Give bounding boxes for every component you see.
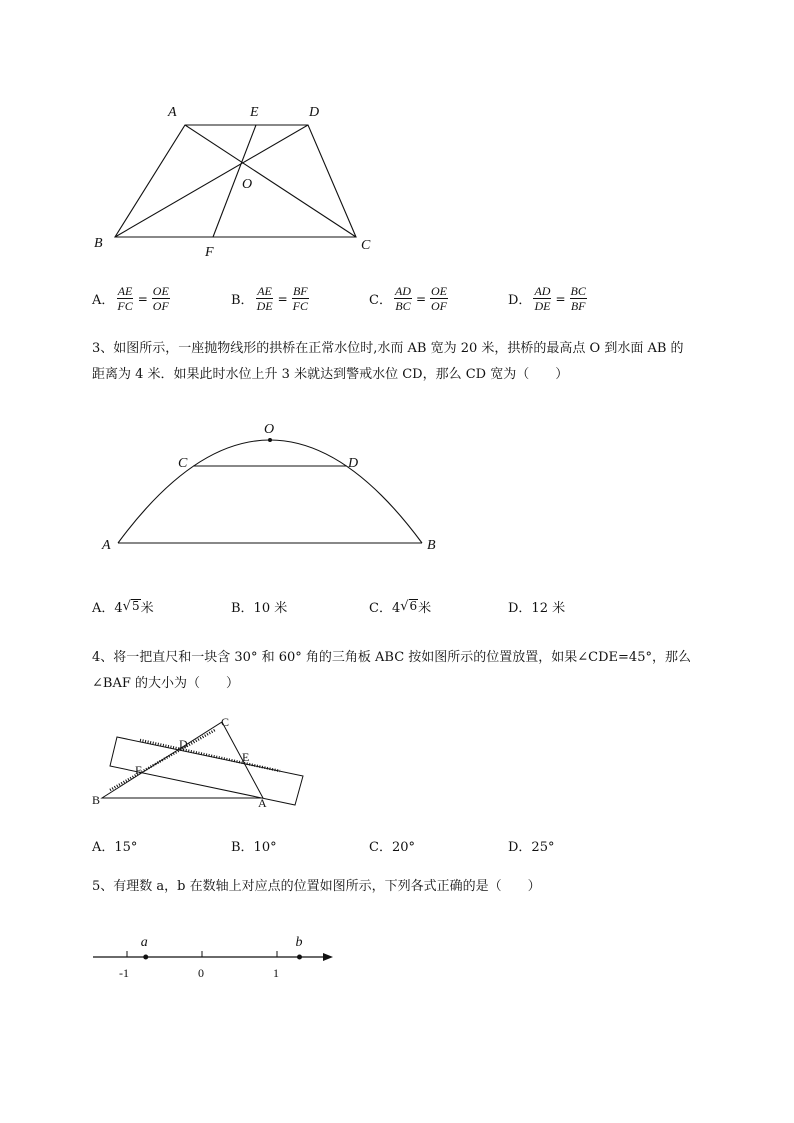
q2-option-a[interactable] — [92, 284, 172, 313]
arch-figure — [0, 410, 794, 560]
label-C: C — [221, 715, 230, 729]
label-A: A — [102, 538, 111, 553]
label-E: E — [250, 105, 259, 120]
q3-question-line2: 距离为 4 米．如果此时水位上升 3 米就达到警戒水位 CD，那么 CD 宽为（ ） — [92, 367, 569, 382]
arch-parabola — [118, 440, 422, 543]
label-F: F — [205, 245, 214, 260]
fraction: $\frac{AD}{DE}$ — [534, 284, 551, 313]
option-unit: 米 — [418, 601, 432, 616]
point-label-a: a — [140, 935, 148, 950]
q3-option-a[interactable] — [92, 597, 154, 616]
option-prefix: C．4 — [369, 601, 401, 616]
q4-question-line2: ∠BAF 的大小为（ ） — [92, 676, 239, 691]
q3-question-line1: 3、如图所示，一座抛物线形的拱桥在正常水位时,水而 AB 宽为 20 米，拱桥的最高点 O 到水面 AB 的 — [92, 341, 684, 356]
fraction: $\frac{BF}{FC}$ — [292, 284, 308, 313]
point-label-b: b — [295, 935, 303, 950]
label-E: E — [242, 750, 250, 764]
fraction: $\frac{AE}{DE}$ — [256, 284, 273, 313]
point-b — [297, 955, 302, 960]
q4-option-a[interactable]: A．15° — [92, 840, 138, 855]
label-B: B — [94, 236, 103, 251]
q4-option-b[interactable]: B．10° — [231, 840, 277, 855]
triangle-abc — [102, 722, 263, 798]
label-C: C — [361, 238, 371, 253]
q3-option-b[interactable]: B．10 米 — [231, 601, 288, 616]
q3-option-d[interactable]: D．12 米 — [508, 601, 566, 616]
fraction: $\frac{BC}{BF}$ — [570, 284, 586, 313]
tick-label-0: 0 — [198, 966, 204, 980]
label-D: D — [348, 456, 359, 471]
label-A: A — [168, 105, 177, 120]
label-C: C — [178, 456, 188, 471]
label-O: O — [264, 422, 275, 437]
q3-option-c[interactable] — [369, 597, 431, 616]
ruler-triangle-figure — [0, 710, 794, 820]
label-A: A — [258, 796, 267, 810]
label-B: B — [92, 793, 101, 807]
option-prefix: C． — [369, 293, 392, 308]
q4-option-c[interactable]: C．20° — [369, 840, 415, 855]
fraction: $\frac{AE}{FC}$ — [117, 284, 133, 313]
q2-option-d[interactable] — [508, 284, 589, 313]
equals-sign: = — [277, 291, 288, 306]
label-B: B — [427, 538, 436, 553]
trapezoid-figure — [0, 0, 794, 270]
option-unit: 米 — [140, 601, 154, 616]
q4-question-line1: 4、将一把直尺和一块含 30° 和 60° 角的三角板 ABC 按如图所示的位置放置，如果∠CDE=45°，那么 — [92, 650, 691, 665]
q2-option-c[interactable] — [369, 284, 450, 313]
trapezoid-outline — [115, 125, 356, 237]
fraction: $\frac{OE}{OF}$ — [431, 284, 448, 313]
sqrt-expression: √ 5 — [122, 599, 140, 614]
label-D: D — [309, 105, 320, 120]
tick-label-1: 1 — [273, 966, 279, 980]
option-prefix: B． — [231, 293, 254, 308]
vertex-point-o — [268, 438, 272, 442]
fraction: $\frac{AD}{BC}$ — [394, 284, 411, 313]
fraction: $\frac{OE}{OF}$ — [152, 284, 169, 313]
tick-label-neg1: -1 — [119, 966, 129, 980]
equals-sign: = — [415, 291, 427, 306]
label-O: O — [242, 177, 253, 192]
q5-question-line1: 5、有理数 a，b 在数轴上对应点的位置如图所示，下列各式正确的是（ ） — [92, 879, 541, 894]
label-D: D — [179, 737, 188, 751]
point-a — [143, 955, 148, 960]
number-line-figure — [0, 925, 794, 985]
sqrt-expression: √ 6 — [400, 599, 418, 614]
option-prefix: A． — [92, 293, 115, 308]
equals-sign: = — [555, 291, 566, 306]
label-F: F — [135, 763, 142, 777]
axis-arrow-icon — [323, 953, 333, 961]
option-prefix: D． — [508, 293, 532, 308]
option-prefix: A．4 — [92, 601, 123, 616]
equals-sign: = — [137, 291, 148, 306]
q4-option-d[interactable]: D．25° — [508, 840, 555, 855]
q2-option-b[interactable] — [231, 284, 311, 313]
